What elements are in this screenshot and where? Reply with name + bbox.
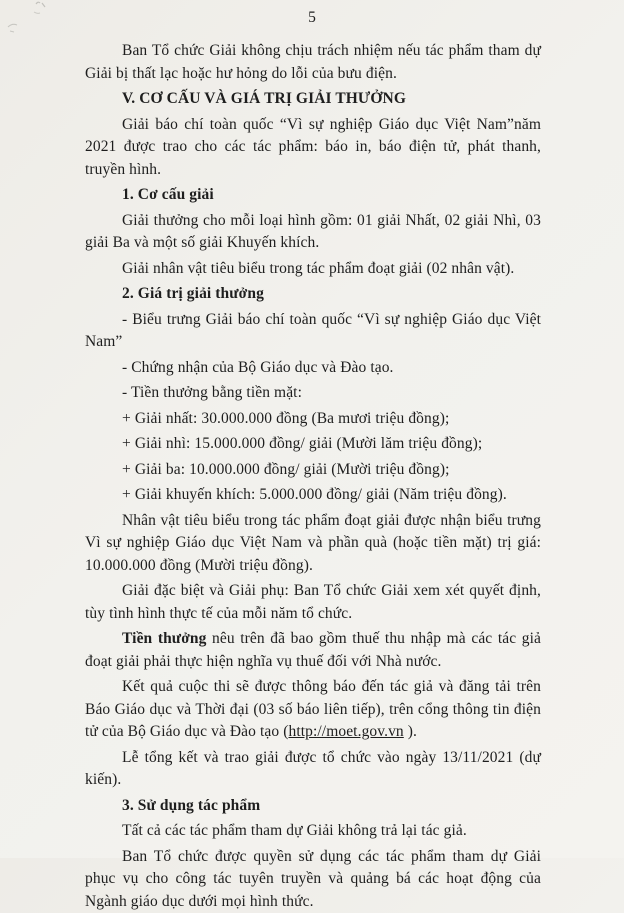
paragraph-nhan-vat-tieu-bieu xyxy=(85,510,541,578)
text-run: + Giải ba: 10.000.000 đồng/ giải (Mười triệu đồng); xyxy=(122,461,449,478)
paragraph-mail-disclaimer xyxy=(85,40,541,85)
text-run: ). xyxy=(404,723,417,740)
text-run: Ban Tổ chức được quyền sử dụng các tác phẩm tham dự Giải phục vụ cho công tác tuyên truyền và quảng bá các hoạt động của Ngành giáo dục dưới mọi hình thức. xyxy=(85,848,541,910)
text-run: Giải nhân vật tiêu biểu trong tác phẩm đoạt giải (02 nhân vật). xyxy=(122,260,514,277)
text-run: Giải đặc biệt và Giải phụ: Ban Tổ chức Giải xem xét quyết định, tùy tình hình thực tế của mỗi năm tổ chức. xyxy=(85,582,541,622)
paragraph-character-prize xyxy=(85,258,541,281)
text-run: Lễ tổng kết và trao giải được tổ chức vào ngày 13/11/2021 (dự kiến). xyxy=(85,749,541,789)
paragraph-giai-dac-biet xyxy=(85,580,541,625)
list-item-giai-ba xyxy=(85,459,541,482)
text-run: + Giải nhì: 15.000.000 đồng/ giải (Mười lăm triệu đồng); xyxy=(122,435,482,452)
text-run: Kết quả cuộc thi sẽ được thông báo đến tác giả và đăng tải trên Báo Giáo dục và Thời đại (03 số báo liên tiếp), trên cổng thông tin điện tử của Bộ Giáo dục và Đào tạo ( xyxy=(85,678,541,740)
text-run: - Chứng nhận của Bộ Giáo dục và Đào tạo. xyxy=(122,359,394,376)
text-run: 2. Giá trị giải thưởng xyxy=(122,285,264,302)
list-item-bieu-trung xyxy=(85,309,541,354)
paragraph-khong-tra-lai xyxy=(85,820,541,843)
text-run: 3. Sử dụng tác phẩm xyxy=(122,797,260,814)
heading-co-cau-giai xyxy=(85,184,541,207)
paragraph-award-scope xyxy=(85,114,541,182)
text-run: - Biểu trưng Giải báo chí toàn quốc “Vì sự nghiệp Giáo dục Việt Nam” xyxy=(85,311,541,351)
paragraph-quyen-su-dung xyxy=(85,846,541,913)
paragraph-tien-thuong-thue xyxy=(85,628,541,673)
list-item-chung-nhan xyxy=(85,357,541,380)
text-run: Giải thưởng cho mỗi loại hình gồm: 01 giải Nhất, 02 giải Nhì, 03 giải Ba và một số giải Khuyến khích. xyxy=(85,212,541,252)
text-run: Ban Tổ chức Giải không chịu trách nhiệm nếu tác phẩm tham dự Giải bị thất lạc hoặc hư hỏng do lỗi của bưu điện. xyxy=(85,42,541,82)
text-run: - Tiền thưởng bằng tiền mặt: xyxy=(122,384,302,401)
document-body xyxy=(0,40,624,913)
paragraph-ket-qua-cong-bo xyxy=(85,676,541,744)
text-run: nêu trên đã bao gồm thuế thu nhập mà các tác giả đoạt giải phải thực hiện nghĩa vụ thuế đối với Nhà nước. xyxy=(85,630,541,670)
text-run: Tiền thưởng xyxy=(122,630,206,647)
list-item-giai-nhi xyxy=(85,433,541,456)
text-run: V. CƠ CẤU VÀ GIÁ TRỊ GIẢI THƯỞNG xyxy=(122,90,406,107)
page-number: 5 xyxy=(0,0,624,29)
list-item-khuyen-khich xyxy=(85,484,541,507)
list-item-giai-nhat xyxy=(85,408,541,431)
heading-su-dung-tac-pham xyxy=(85,795,541,818)
paragraph-le-tong-ket xyxy=(85,747,541,792)
paragraph-prize-structure xyxy=(85,210,541,255)
list-item-tien-thuong xyxy=(85,382,541,405)
text-run: Giải báo chí toàn quốc “Vì sự nghiệp Giáo dục Việt Nam”năm 2021 được trao cho các tác phẩm: báo in, báo điện tử, phát thanh, truyền hình. xyxy=(85,116,541,178)
text-run: + Giải khuyến khích: 5.000.000 đồng/ giải (Năm triệu đồng). xyxy=(122,486,507,503)
text-run: + Giải nhất: 30.000.000 đồng (Ba mươi triệu đồng); xyxy=(122,410,449,427)
heading-gia-tri-giai-thuong xyxy=(85,283,541,306)
moet-url-text: http://moet.gov.vn xyxy=(288,723,403,740)
text-run: Nhân vật tiêu biểu trong tác phẩm đoạt giải được nhận biểu trưng Vì sự nghiệp Giáo dục Việt Nam và phần quà (hoặc tiền mặt) trị giá: 10.000.000 đồng (Mười triệu đồng). xyxy=(85,512,541,574)
text-run: Tất cả các tác phẩm tham dự Giải không trả lại tác giả. xyxy=(122,822,467,839)
pencil-mark xyxy=(0,0,90,55)
text-run: 1. Cơ cấu giải xyxy=(122,186,214,203)
heading-section-v xyxy=(85,88,541,111)
